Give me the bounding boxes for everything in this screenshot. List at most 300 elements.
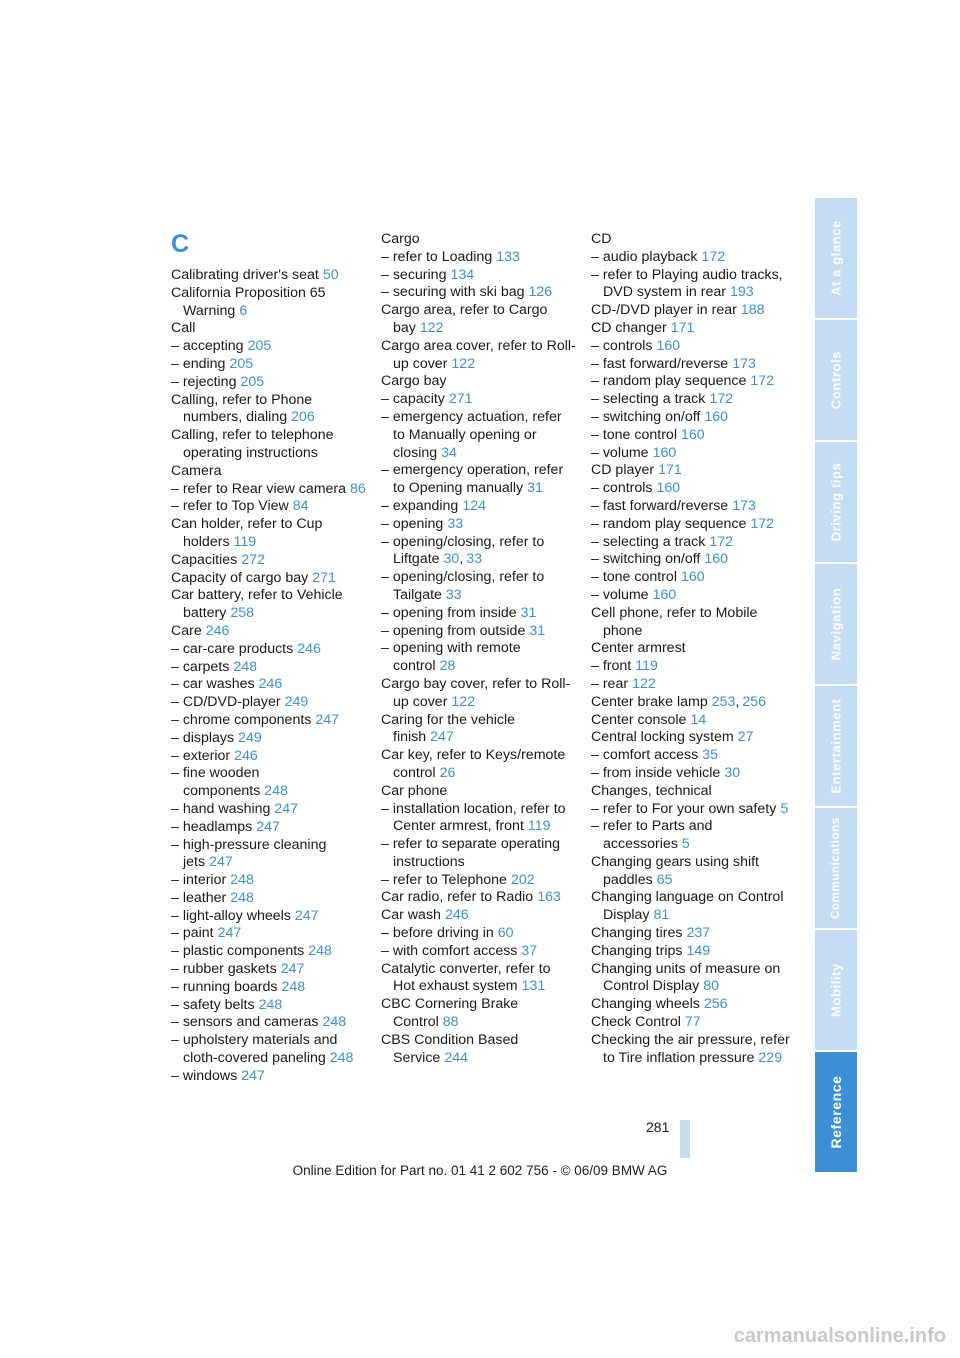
page-reference-link[interactable]: 247	[274, 800, 299, 817]
index-entry	[591, 302, 791, 320]
page-reference-link[interactable]: 28	[439, 658, 456, 675]
page-number: 281	[646, 1119, 670, 1135]
entry-text: – ending	[171, 355, 226, 372]
entry-text: – refer to Rear view camera	[171, 480, 347, 497]
footer-text: Online Edition for Part no. 01 41 2 602 756 - © 06/09 BMW AG	[292, 1163, 668, 1178]
page-reference-link[interactable]: 37	[521, 942, 538, 959]
entry-text: – front	[591, 658, 632, 675]
entry-text: – opening/closing, refer to Tailgate	[381, 569, 545, 603]
index-entry	[591, 498, 791, 516]
page-reference-link[interactable]: 206	[291, 409, 315, 426]
index-entry	[171, 1014, 366, 1032]
entry-text: Calling, refer to Phone numbers, dialing	[171, 391, 313, 426]
page-reference-link[interactable]: 244	[444, 1049, 468, 1066]
entry-text: Capacity of cargo bay	[171, 569, 309, 586]
index-entry	[381, 712, 576, 748]
index-entry	[171, 908, 366, 926]
index-entry	[381, 996, 576, 1032]
page-reference-link[interactable]: 247	[209, 854, 233, 871]
index-column-2	[381, 231, 576, 1067]
index-entry	[591, 747, 791, 765]
entry-text: – safety belts	[171, 996, 255, 1013]
page-number-bar	[680, 1120, 690, 1158]
entry-text: – fast forward/reverse	[591, 355, 729, 372]
entry-text: – refer to Telephone	[381, 871, 507, 888]
entry-text: – interior	[171, 872, 227, 889]
index-entry	[171, 872, 366, 890]
entry-text: Calling, refer to telephone operating instructions	[171, 427, 334, 461]
index-entry	[591, 1032, 791, 1068]
entry-text: CD	[591, 231, 612, 247]
page-reference-link[interactable]: 160	[656, 337, 681, 354]
entry-text: – audio playback	[591, 248, 698, 265]
entry-text: Care	[171, 622, 202, 639]
page-reference-link[interactable]: 248	[308, 943, 332, 960]
index-entry	[591, 605, 791, 641]
page-reference-link[interactable]: 119	[635, 658, 658, 675]
index-entry	[591, 409, 791, 427]
index-entry	[171, 925, 366, 943]
index-entry	[591, 569, 791, 587]
page-reference-link[interactable]: 248	[258, 996, 283, 1013]
index-entry	[381, 498, 576, 516]
entry-text: Call	[171, 320, 196, 337]
index-entry	[591, 267, 791, 303]
index-entry	[171, 676, 366, 694]
index-entry	[591, 534, 791, 552]
page-reference-link[interactable]: 249	[238, 729, 262, 746]
page-reference-link[interactable]: 237	[686, 925, 711, 942]
entry-text: – exterior	[171, 747, 231, 764]
page-reference-link[interactable]: 172	[701, 248, 726, 265]
index-entry	[381, 605, 576, 623]
page-reference-link[interactable]: 88	[442, 1014, 459, 1031]
tab-communications[interactable]: Communications	[815, 808, 857, 928]
entry-text: – rubber gaskets	[171, 961, 277, 978]
index-entry	[171, 623, 366, 641]
entry-text: – securing with ski bag	[381, 284, 525, 301]
index-entry	[381, 338, 576, 374]
page-reference-link[interactable]: 60	[497, 925, 514, 942]
page-reference-link[interactable]: 256	[742, 693, 767, 710]
page-reference-link[interactable]: 247	[294, 907, 319, 924]
entry-text: – high-pressure cleaning jets	[171, 836, 327, 871]
index-entry	[171, 320, 366, 338]
index-entry	[381, 302, 576, 338]
index-entry	[171, 730, 366, 748]
page-reference-link[interactable]: 272	[241, 551, 265, 568]
index-entry	[381, 961, 576, 997]
entry-text: CBS Condition Based Service	[381, 1031, 519, 1066]
page-reference-link[interactable]: 193	[729, 284, 754, 301]
entry-text: – running boards	[171, 978, 278, 995]
entry-text: – opening/closing, refer to Liftgate	[381, 533, 545, 568]
index-entry	[171, 765, 366, 801]
index-entry	[381, 676, 576, 712]
page-reference-link[interactable]: 26	[439, 764, 456, 781]
entry-text: – emergency operation, refer to Opening manually	[381, 462, 564, 497]
page-reference-link[interactable]: 172	[709, 533, 734, 550]
entry-text: Center armrest	[591, 640, 686, 657]
index-entry	[381, 391, 576, 409]
entry-text: – random play sequence	[591, 515, 747, 532]
tab-entertainment[interactable]: Entertainment	[815, 686, 857, 806]
entry-text: – paint	[171, 925, 214, 942]
entry-text: – random play sequence	[591, 373, 747, 390]
index-entry	[591, 445, 791, 463]
index-entry	[591, 516, 791, 534]
entry-text: – refer to Playing audio tracks, DVD system in rear	[591, 266, 783, 301]
page-reference-link[interactable]: 246	[205, 622, 230, 639]
entry-text: – securing	[381, 266, 447, 283]
entry-text: – accepting	[171, 338, 244, 355]
page-reference-link[interactable]: 173	[732, 497, 756, 514]
page-reference-link[interactable]: 119	[233, 533, 257, 550]
index-entry	[171, 659, 366, 677]
page-reference-link[interactable]: 247	[256, 818, 280, 835]
index-entry	[171, 641, 366, 659]
entry-text: Cargo bay cover, refer to Roll-up cover	[381, 675, 571, 710]
index-entry	[171, 570, 366, 588]
index-entry	[591, 356, 791, 374]
page-reference-link[interactable]: 80	[703, 978, 719, 995]
entry-text: Changes, technical	[591, 782, 712, 799]
index-entry	[171, 837, 366, 873]
entry-text: – refer to Top View	[171, 498, 289, 515]
entry-text: – refer to Loading	[381, 248, 493, 265]
entry-text: – volume	[591, 586, 649, 603]
index-entry	[381, 925, 576, 943]
page-reference-link[interactable]: 119	[527, 818, 551, 835]
page-reference-link[interactable]: 229	[758, 1049, 783, 1066]
page-reference-link[interactable]: 253	[711, 693, 736, 710]
index-entry	[591, 462, 791, 480]
watermark: carmanualsonline.info	[733, 1325, 946, 1347]
entry-text: Central locking system	[591, 729, 734, 746]
page-reference-link[interactable]: 271	[448, 391, 473, 408]
page-reference-link[interactable]: 34	[441, 444, 457, 461]
page-reference-link[interactable]: 122	[451, 693, 476, 710]
page-reference-link[interactable]: 160	[680, 426, 705, 443]
entry-text: Cargo	[381, 231, 420, 247]
index-entry	[591, 712, 791, 730]
index-entry	[381, 889, 576, 907]
page-reference-link[interactable]: 31	[520, 604, 537, 621]
page-reference-link[interactable]: 131	[521, 978, 546, 995]
page-reference-link[interactable]: 134	[450, 266, 475, 283]
page-reference-link[interactable]: 247	[315, 711, 340, 728]
page-reference-link[interactable]: 172	[750, 373, 775, 390]
page-reference-link[interactable]: 160	[656, 480, 681, 497]
page-reference-link[interactable]: 33	[466, 551, 483, 568]
tab-controls[interactable]: Controls	[815, 320, 857, 440]
section-letter: C	[171, 230, 190, 258]
index-entry	[591, 427, 791, 445]
page-reference-link[interactable]: 27	[737, 729, 754, 746]
index-entry	[171, 801, 366, 819]
page-reference-link[interactable]: 122	[632, 675, 656, 692]
entry-text: Cargo bay	[381, 373, 447, 390]
page-reference-link[interactable]: 172	[750, 515, 775, 532]
page-reference-link[interactable]: 171	[670, 319, 695, 336]
index-entry	[591, 373, 791, 391]
reference-separator: ,	[459, 551, 464, 568]
entry-text: – from inside vehicle	[591, 764, 721, 781]
entry-text: – windows	[171, 1067, 238, 1084]
page-reference-link[interactable]: 163	[537, 889, 561, 906]
index-entry	[591, 480, 791, 498]
page-reference-link[interactable]: 246	[297, 640, 321, 657]
entry-text: – selecting a track	[591, 533, 706, 550]
index-entry	[591, 818, 791, 854]
index-entry	[171, 498, 366, 516]
index-entry	[381, 623, 576, 641]
page-reference-link[interactable]: 50	[322, 267, 339, 283]
entry-text: Car phone	[381, 782, 448, 799]
entry-text: Center brake lamp	[591, 693, 708, 710]
entry-text: – CD/DVD-player	[171, 694, 281, 711]
entry-text: CD changer	[591, 319, 667, 336]
page-reference-link[interactable]: 202	[510, 871, 535, 888]
index-entry	[171, 463, 366, 481]
page-reference-link[interactable]: 86	[350, 480, 366, 497]
index-entry	[381, 373, 576, 391]
page-reference-link[interactable]: 247	[241, 1067, 265, 1084]
index-entry	[381, 462, 576, 498]
page-reference-link[interactable]: 30	[443, 551, 460, 568]
entry-text: – light-alloy wheels	[171, 907, 291, 924]
page-reference-link[interactable]: 160	[652, 586, 677, 603]
entry-text: – hand washing	[171, 800, 271, 817]
entry-text: CD-/DVD player in rear	[591, 302, 737, 319]
page-reference-link[interactable]: 160	[704, 551, 729, 568]
page-reference-link[interactable]: 33	[447, 515, 464, 532]
index-entry	[381, 640, 576, 676]
index-entry	[171, 285, 366, 321]
entry-text: California Proposition 65 Warning	[171, 284, 326, 319]
page-reference-link[interactable]: 258	[230, 605, 255, 622]
page-reference-link[interactable]: 84	[292, 498, 309, 515]
entry-text: – emergency actuation, refer to Manually opening or closing	[381, 408, 562, 461]
entry-text: – switching on/off	[591, 408, 701, 425]
index-entry	[591, 854, 791, 890]
index-entry	[171, 997, 366, 1015]
index-entry	[591, 587, 791, 605]
tab-reference[interactable]: Reference	[815, 1052, 857, 1172]
page-reference-link[interactable]: 205	[240, 373, 265, 390]
index-entry	[171, 338, 366, 356]
index-entry	[381, 783, 576, 801]
page-reference-link[interactable]: 248	[230, 889, 254, 906]
entry-text: Car radio, refer to Radio	[381, 889, 534, 906]
entry-text: – selecting a track	[591, 391, 706, 408]
entry-text: Can holder, refer to Cup holders	[171, 516, 323, 550]
page-reference-link[interactable]: 248	[233, 658, 258, 675]
page-reference-link[interactable]: 160	[652, 444, 677, 461]
entry-text: Checking the air pressure, refer to Tire inflation pressure	[591, 1031, 790, 1066]
reference-separator: ,	[735, 693, 740, 710]
index-entry	[171, 819, 366, 837]
entry-text: – fine wooden components	[171, 765, 261, 800]
entry-text: – opening from inside	[381, 604, 517, 621]
index-entry	[591, 801, 791, 819]
page-reference-link[interactable]: 246	[234, 747, 258, 764]
index-entry	[171, 1068, 366, 1086]
index-entry	[171, 587, 366, 623]
index-entry	[381, 534, 576, 570]
page-reference-link[interactable]: 188	[740, 302, 765, 319]
entry-text: Car key, refer to Keys/remote control	[381, 747, 566, 781]
index-entry	[171, 374, 366, 392]
entry-text: Center console	[591, 711, 687, 728]
index-entry	[381, 872, 576, 890]
index-entry	[171, 748, 366, 766]
page-reference-link[interactable]: 33	[445, 586, 462, 603]
page-reference-link[interactable]: 247	[217, 925, 242, 942]
page-reference-link[interactable]: 271	[312, 569, 336, 586]
entry-text: – tone control	[591, 569, 677, 586]
entry-text: – with comfort access	[381, 942, 518, 959]
index-entry	[591, 694, 791, 712]
entry-text: – controls	[591, 337, 653, 354]
index-entry	[591, 676, 791, 694]
entry-text: – car washes	[171, 676, 255, 693]
tab-at-a-glance[interactable]: At a glance	[815, 198, 857, 318]
entry-text: Changing wheels	[591, 996, 700, 1013]
entry-text: – capacity	[381, 391, 445, 408]
entry-text: – plastic components	[171, 943, 305, 960]
index-entry	[171, 267, 366, 285]
page-reference-link[interactable]: 122	[419, 319, 444, 336]
index-entry	[171, 516, 366, 552]
page-reference-link[interactable]: 249	[284, 694, 309, 711]
index-entry	[381, 1032, 576, 1068]
page-reference-link[interactable]: 247	[430, 729, 454, 746]
index-entry	[381, 836, 576, 872]
index-entry	[591, 961, 791, 997]
index-entry	[381, 747, 576, 783]
page-reference-link[interactable]: 133	[496, 248, 520, 265]
page-reference-link[interactable]: 248	[329, 1050, 354, 1067]
entry-text: – headlamps	[171, 818, 253, 835]
page-reference-link[interactable]: 256	[703, 996, 728, 1013]
tab-mobility[interactable]: Mobility	[815, 930, 857, 1050]
entry-text: CBC Cornering Brake Control	[381, 996, 519, 1031]
entry-text: Catalytic converter, refer to Hot exhaust system	[381, 960, 551, 995]
index-entry	[591, 1014, 791, 1032]
page-reference-link[interactable]: 81	[653, 907, 670, 924]
entry-text: Car battery, refer to Vehicle battery	[171, 587, 343, 622]
index-entry	[381, 249, 576, 267]
index-entry	[591, 338, 791, 356]
entry-text: Changing trips	[591, 942, 683, 959]
entry-text: – installation location, refer to Center armrest, front	[381, 800, 566, 835]
page-reference-link[interactable]: 126	[528, 284, 553, 301]
page-reference-link[interactable]: 173	[732, 355, 756, 372]
page-reference-link[interactable]: 248	[264, 783, 288, 800]
entry-text: Check Control	[591, 1014, 681, 1031]
page-reference-link[interactable]: 65	[656, 871, 673, 888]
entry-text: – rear	[591, 675, 629, 692]
index-entry	[591, 658, 791, 676]
entry-text: CD player	[591, 462, 655, 479]
page-reference-link[interactable]: 149	[686, 942, 711, 959]
entry-text: Changing units of measure on Control Display	[591, 960, 781, 995]
page-reference-link[interactable]: 77	[684, 1014, 701, 1031]
tab-driving-tips[interactable]: Driving tips	[815, 442, 857, 562]
index-entry	[381, 943, 576, 961]
page-reference-link[interactable]: 247	[280, 961, 305, 978]
page-reference-link[interactable]: 160	[680, 569, 705, 586]
entry-text: Changing tires	[591, 925, 683, 942]
entry-text: – car-care products	[171, 640, 294, 657]
page-reference-link[interactable]: 171	[658, 462, 682, 479]
page-reference-link[interactable]: 248	[322, 1014, 347, 1031]
page-reference-link[interactable]: 246	[258, 676, 283, 693]
index-entry	[171, 552, 366, 570]
page-reference-link[interactable]: 122	[451, 355, 476, 372]
page-reference-link[interactable]: 205	[247, 338, 272, 355]
index-entry	[591, 640, 791, 658]
page-reference-link[interactable]: 35	[702, 747, 719, 764]
index-entry	[381, 267, 576, 285]
index-entry	[591, 783, 791, 801]
entry-text: – chrome components	[171, 711, 312, 728]
entry-text: – before driving in	[381, 925, 494, 942]
tab-navigation[interactable]: Navigation	[815, 564, 857, 684]
page-reference-link[interactable]: 5	[780, 800, 789, 817]
entry-text: – carpets	[171, 658, 230, 675]
index-entry	[381, 284, 576, 302]
entry-text: – upholstery materials and cloth-covered paneling	[171, 1032, 338, 1067]
index-entry	[591, 889, 791, 925]
page-reference-link[interactable]: 31	[529, 622, 546, 639]
entry-text: – leather	[171, 889, 227, 906]
index-entry	[171, 356, 366, 374]
entry-text: Car wash	[381, 907, 441, 924]
page-reference-link[interactable]: 160	[704, 408, 729, 425]
page-reference-link[interactable]: 6	[239, 302, 248, 319]
entry-text: Cell phone, refer to Mobile phone	[591, 604, 758, 639]
index-entry	[381, 409, 576, 462]
entry-text: Calibrating driver's seat	[171, 267, 319, 283]
entry-text: – opening	[381, 515, 444, 532]
index-entry	[171, 392, 366, 428]
entry-text: – refer to For your own safety	[591, 800, 777, 817]
page-reference-link[interactable]: 205	[229, 355, 254, 372]
page-reference-link[interactable]: 172	[709, 391, 734, 408]
page-reference-link[interactable]: 14	[690, 711, 707, 728]
page-reference-link[interactable]: 248	[281, 978, 306, 995]
index-entry	[591, 765, 791, 783]
page-reference-link[interactable]: 30	[724, 764, 741, 781]
page-reference-link[interactable]: 5	[681, 836, 690, 853]
page-reference-link[interactable]: 246	[444, 907, 469, 924]
page-reference-link[interactable]: 31	[527, 480, 543, 497]
entry-text: Changing gears using shift paddles	[591, 853, 759, 888]
index-column-3	[591, 231, 791, 1067]
entry-text: – controls	[591, 480, 653, 497]
index-entry	[381, 801, 576, 837]
page-reference-link[interactable]: 124	[462, 497, 486, 514]
entry-text: Caring for the vehicle finish	[381, 711, 516, 746]
index-entry	[171, 427, 366, 463]
page-reference-link[interactable]: 248	[230, 872, 254, 889]
index-entry	[591, 729, 791, 747]
entry-text: Camera	[171, 462, 222, 479]
entry-text: – refer to separate operating instructions	[381, 836, 561, 870]
index-entry	[171, 712, 366, 730]
